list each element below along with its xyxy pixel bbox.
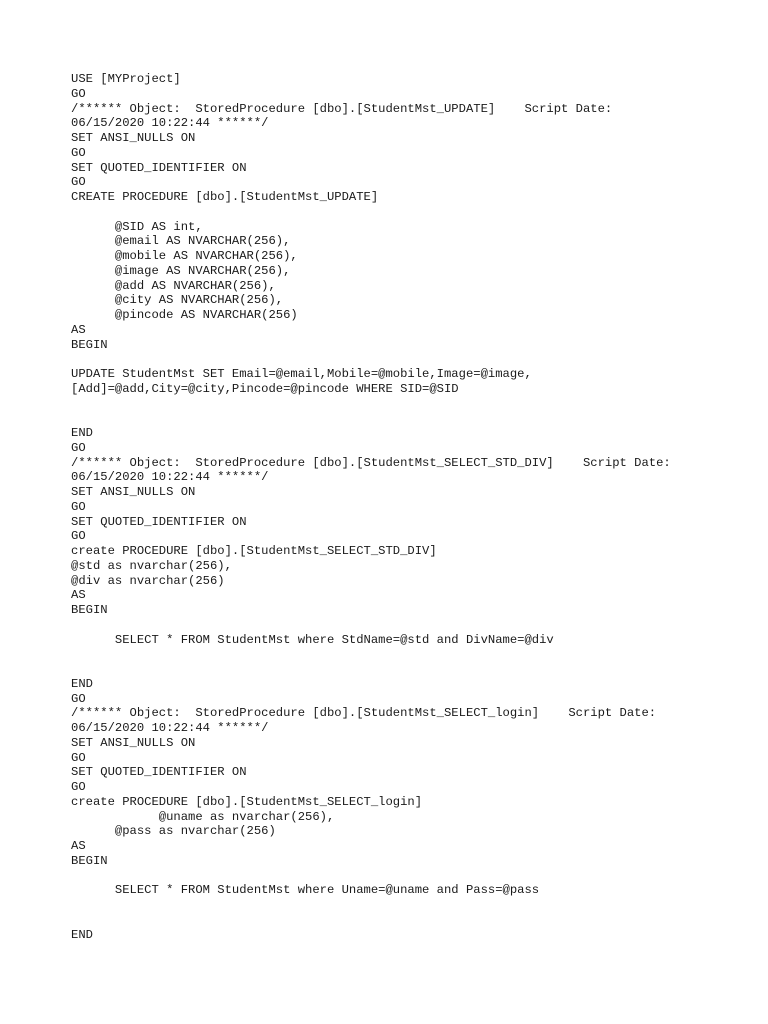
code-line: GO: [71, 175, 86, 190]
code-line: @image AS NVARCHAR(256),: [71, 263, 291, 278]
code-line: 06/15/2020 10:22:44 ******/: [71, 470, 269, 485]
code-line: [71, 662, 751, 677]
code-line: SET ANSI_NULLS ON: [71, 131, 196, 145]
code-line: @std as nvarchar(256),: [71, 558, 232, 573]
code-line: GO: [71, 86, 86, 101]
code-line: [71, 205, 751, 220]
code-line: END: [71, 927, 93, 942]
code-line: @pincode AS NVARCHAR(256): [71, 308, 298, 322]
code-line: create PROCEDURE [dbo].[StudentMst_SELECT_login]: [71, 794, 423, 809]
code-line: [71, 352, 751, 367]
code-line: SELECT * FROM StudentMst where StdName=@std and DivName=@div: [71, 632, 554, 647]
code-line: USE [MYProject]: [71, 72, 181, 86]
code-line: SET ANSI_NULLS ON: [71, 735, 196, 750]
code-line: [71, 898, 751, 913]
code-line: GO: [71, 691, 86, 706]
code-line: @city AS NVARCHAR(256),: [71, 293, 284, 308]
code-line: [71, 618, 751, 633]
code-line: SET QUOTED_IDENTIFIER ON: [71, 160, 247, 175]
code-line: GO: [71, 780, 86, 794]
code-line: 06/15/2020 10:22:44 ******/: [71, 721, 269, 735]
code-line: BEGIN: [71, 603, 108, 617]
code-line: create PROCEDURE [dbo].[StudentMst_SELECT_STD_DIV]: [71, 544, 437, 558]
code-line: @add AS NVARCHAR(256),: [71, 278, 276, 293]
code-line: UPDATE StudentMst SET Email=@email,Mobile=@mobile,Image=@image,: [71, 367, 532, 381]
code-line: /****** Object: StoredProcedure [dbo].[StudentMst_UPDATE] Script Date:: [71, 101, 613, 116]
sql-script-body: [71, 72, 751, 942]
code-line: [71, 869, 751, 884]
code-line: GO: [71, 440, 86, 455]
code-line: [71, 647, 751, 662]
code-line: BEGIN: [71, 337, 108, 352]
code-line: @div as nvarchar(256): [71, 573, 225, 588]
code-line: GO: [71, 529, 86, 544]
code-line: @pass as nvarchar(256): [71, 824, 276, 839]
code-line: @uname as nvarchar(256),: [71, 809, 335, 824]
code-line: SELECT * FROM StudentMst where Uname=@uname and Pass=@pass: [71, 883, 540, 898]
code-line: BEGIN: [71, 853, 108, 868]
code-line: END: [71, 426, 93, 440]
code-line: CREATE PROCEDURE [dbo].[StudentMst_UPDATE]: [71, 190, 379, 204]
code-line: GO: [71, 499, 86, 514]
code-line: SET QUOTED_IDENTIFIER ON: [71, 514, 247, 529]
code-line: @mobile AS NVARCHAR(256),: [71, 249, 298, 263]
code-line: SET QUOTED_IDENTIFIER ON: [71, 765, 247, 780]
code-line: @email AS NVARCHAR(256),: [71, 234, 291, 249]
code-line: /****** Object: StoredProcedure [dbo].[StudentMst_SELECT_STD_DIV] Script Date:: [71, 455, 671, 470]
code-line: [71, 913, 751, 928]
code-line: SET ANSI_NULLS ON: [71, 485, 196, 499]
code-line: [71, 411, 751, 426]
code-line: AS: [71, 588, 86, 603]
code-line: AS: [71, 839, 86, 853]
code-line: [Add]=@add,City=@city,Pincode=@pincode WHERE SID=@SID: [71, 381, 459, 396]
code-line: 06/15/2020 10:22:44 ******/: [71, 116, 269, 131]
code-line: GO: [71, 750, 86, 765]
code-line: /****** Object: StoredProcedure [dbo].[StudentMst_SELECT_login] Script Date:: [71, 706, 657, 721]
code-line: [71, 397, 751, 412]
code-line: END: [71, 676, 93, 691]
code-line: GO: [71, 145, 86, 160]
code-line: AS: [71, 322, 86, 337]
code-line: @SID AS int,: [71, 219, 203, 234]
